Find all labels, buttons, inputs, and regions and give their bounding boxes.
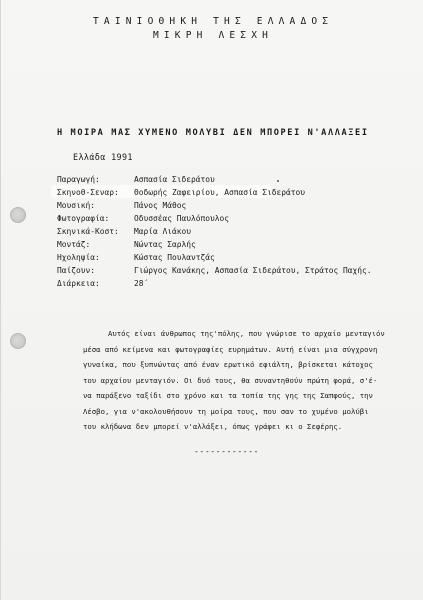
synopsis-line: Αυτός είναι άνθρωπος της'πόλης, που γνώρισε το αρχαίο μενταγιόν	[108, 329, 385, 338]
country-year: Ελλάδα 1991	[73, 152, 133, 162]
synopsis-line: γυναίκα, που ξυπνώντας από έναν ερωτικό εφιάλτη, βρίσκεται κάτοχος	[83, 360, 373, 369]
letterhead-line-2: ΜΙΚΡΗ ΛΕΣΧΗ	[152, 30, 274, 41]
synopsis-line: του αρχαίου μενταγιόν. Οι δυό τους, θα συναντηθούν πρώτη φορά, σ'έ-	[83, 375, 378, 385]
credit-value: Νώντας Σαρλής	[134, 240, 196, 249]
credit-label: Σκηνικά-Κοστ:	[57, 227, 119, 236]
scan-speck	[277, 180, 279, 182]
credit-label: Φωτογραφία:	[57, 214, 110, 223]
credit-value: Ασπασία Σιδεράτου	[134, 175, 215, 184]
credit-value: Γιώργος Κανάκης, Ασπασία Σιδεράτου, Στράτος Παχής.	[134, 266, 372, 275]
credit-label: Παραγωγή:	[57, 175, 100, 184]
credit-value: Οδυσσέας Παυλόπουλος	[134, 214, 230, 223]
letterhead-line-1: ΤΑΙΝΙΟΘΗΚΗ ΤΗΣ ΕΛΛΑΔΟΣ	[93, 16, 334, 27]
credit-value: Κώστας Πουλαντζάς	[134, 253, 215, 262]
film-title: Η ΜΟΙΡΑ ΜΑΣ ΧΥΜΕΝΟ ΜΟΛΥΒΙ ΔΕΝ ΜΠΟΡΕΙ Ν'ΑΛΛΑΞΕΙ	[57, 128, 369, 138]
credit-label: Σκηνοθ-Σεναρ:	[57, 188, 119, 197]
credit-value: 28΄	[134, 279, 149, 288]
credit-value: Θοδωρής Ζαφειρίου, Ασπασία Σιδεράτου	[134, 188, 306, 197]
credit-label: Διάρκεια:	[57, 279, 100, 288]
credit-label: Μουσική:	[57, 201, 96, 210]
punch-hole-bottom	[10, 333, 26, 349]
divider-dashes: ------------	[194, 447, 259, 456]
punch-hole-top	[10, 207, 26, 223]
synopsis-line: του κλήδωνα δεν μπορεί ν'αλλάξει, όπως γράφει κι ο Σεφέρης.	[83, 422, 343, 431]
credit-value: Πάνος Μάθος	[134, 201, 187, 210]
credit-label: Παίζουν:	[57, 266, 96, 275]
credit-value: Μαρία Λιάκου	[134, 227, 192, 236]
credit-label: Μοντάζ:	[57, 240, 91, 249]
letterhead	[93, 15, 333, 43]
synopsis-line: να παράξενο ταξίδι στο χρόνο και τα τοπία της γης της Σαπφούς, την	[83, 391, 373, 400]
synopsis-line: Λέσβο, για ν'ακολουθήσουν τη μοίρα τους, που σαν το χυμένο μολύβι	[83, 406, 369, 416]
synopsis-line: μέσα από κείμενα και φωτογραφίες ευρημάτων. Αυτή είναι μια σύγχρονη	[83, 344, 378, 354]
credit-label: Ηχοληψία:	[57, 253, 100, 262]
synopsis	[83, 326, 383, 435]
